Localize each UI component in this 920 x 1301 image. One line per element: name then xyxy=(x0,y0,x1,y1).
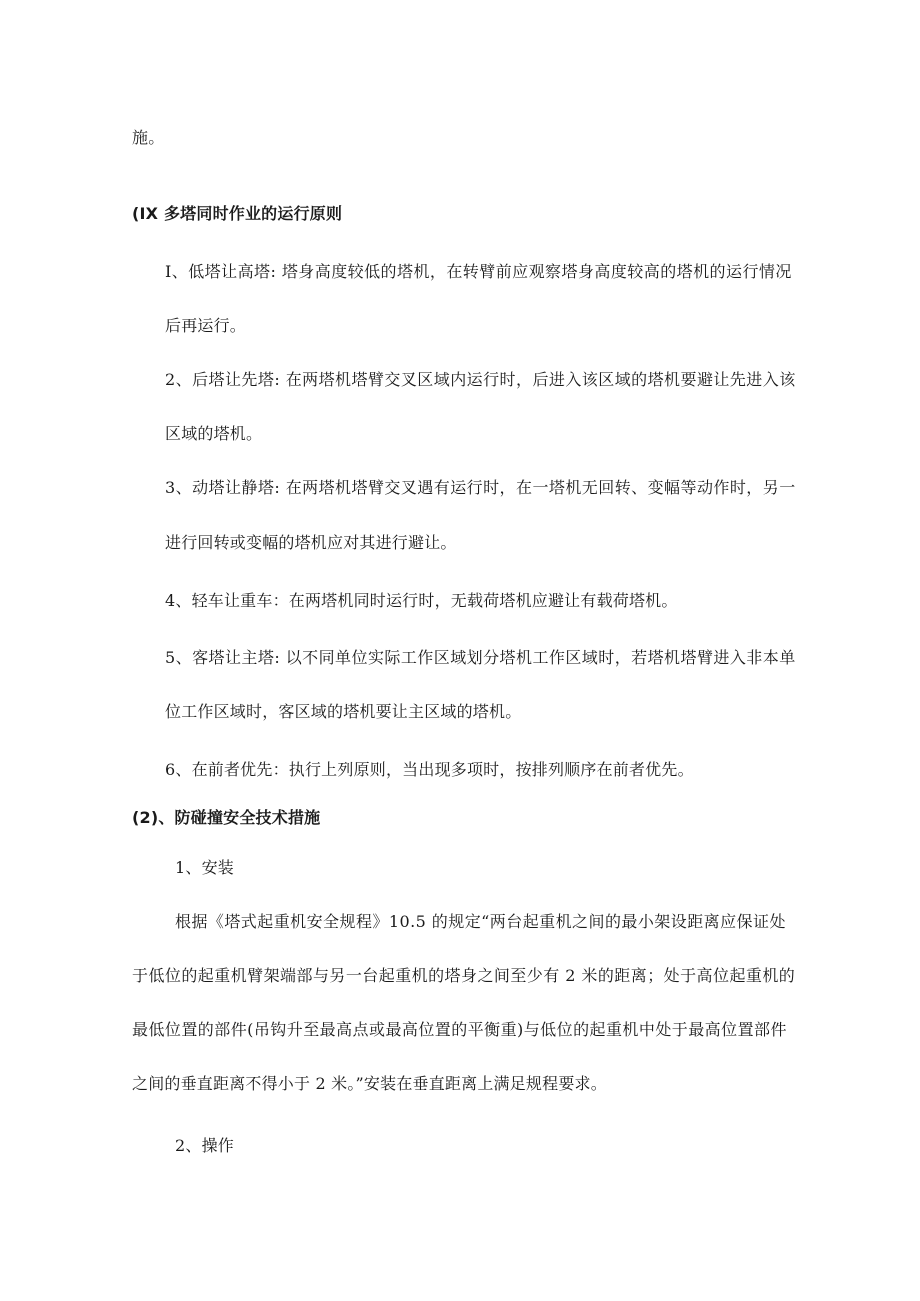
rule-1-line-1: I、低塔让高塔: 塔身高度较低的塔机，在转臂前应观察塔身高度较高的塔机的运行情况 xyxy=(165,262,792,281)
section-heading-2: (2)、防碰撞安全技术措施 xyxy=(132,808,321,827)
rule-6: 6、在前者优先：执行上列原则，当出现多项时，按排列顺序在前者优先。 xyxy=(165,760,694,779)
rule-3-line-2: 进行回转或变幅的塔机应对其进行避让。 xyxy=(165,533,457,552)
rule-2-line-2: 区域的塔机。 xyxy=(165,424,263,443)
install-paragraph-line-1: 根据《塔式起重机安全规程》10.5 的规定“两台起重机之间的最小架设距离应保证处 xyxy=(175,912,786,931)
subheading-operation: 2、操作 xyxy=(175,1136,234,1155)
rule-5-line-2: 位工作区域时，客区域的塔机要让主区域的塔机。 xyxy=(165,702,522,721)
install-paragraph-line-3: 最低位置的部件(吊钩升至最高点或最高位置的平衡重)与低位的起重机中处于最高位置部件 xyxy=(132,1020,787,1039)
section-heading-ix: (IX 多塔同时作业的运行原则 xyxy=(132,204,343,223)
rule-4: 4、轻车让重车：在两塔机同时运行时，无载荷塔机应避让有载荷塔机。 xyxy=(165,591,678,610)
rule-1-line-2: 后再运行。 xyxy=(165,316,247,335)
install-paragraph-line-4: 之间的垂直距离不得小于 2 米。”安装在垂直距离上满足规程要求。 xyxy=(132,1074,607,1093)
paragraph-continuation: 施。 xyxy=(132,128,165,147)
rule-2-line-1: 2、后塔让先塔: 在两塔机塔臂交叉区域内运行时，后进入该区域的塔机要避让先进入该 xyxy=(165,370,796,389)
install-paragraph-line-2: 于低位的起重机臂架端部与另一台起重机的塔身之间至少有 2 米的距离；处于高位起重机的 xyxy=(132,966,796,985)
subheading-install: 1、安装 xyxy=(175,858,234,877)
rule-3-line-1: 3、动塔让静塔: 在两塔机塔臂交叉遇有运行时，在一塔机无回转、变幅等动作时，另一 xyxy=(165,478,796,497)
rule-5-line-1: 5、客塔让主塔: 以不同单位实际工作区域划分塔机工作区域时，若塔机塔臂进入非本单 xyxy=(165,648,796,667)
